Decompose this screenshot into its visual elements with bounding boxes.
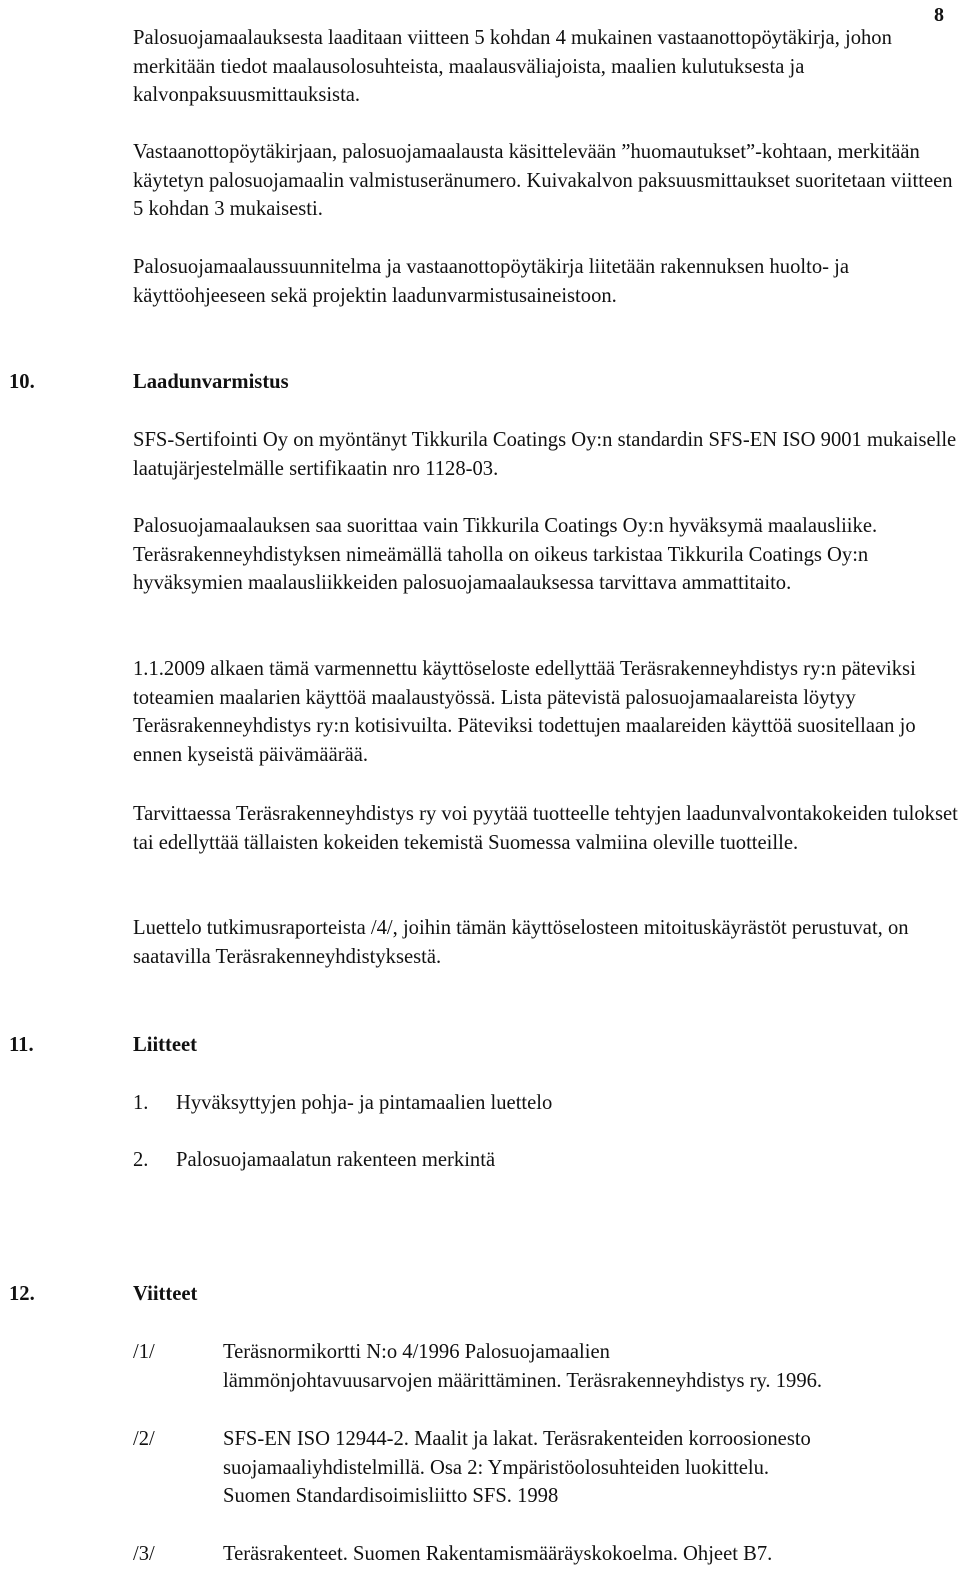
section-title: Laadunvarmistus	[133, 371, 289, 393]
reference-line: Suomen Standardisoimisliitto SFS. 1998	[223, 1485, 559, 1508]
appendix-item-text: Hyväksyttyjen pohja- ja pintamaalien luettelo	[176, 1092, 553, 1114]
appendix-item-number: 2.	[133, 1149, 149, 1171]
reference-id: /2/	[133, 1428, 155, 1450]
appendix-item	[133, 1089, 552, 1118]
paragraph-approved-contractor: Palosuojamaalauksen saa suorittaa vain Tikkurila Coatings Oy:n hyväksymä maalausliike. Teräsrakenneyhdistyksen nimeämällä taholla on oikeus tarkistaa Tikkurila Coatings Oy:n hyväksymien maalausliikkeiden palosuojamaalauksessa tarvittava ammattitaito.	[133, 515, 878, 595]
paragraph-attachment-docs: Palosuojamaalaussuunnitelma ja vastaanottopöytäkirja liitetään rakennuksen huolto- ja käyttöohjeeseen sekä projektin laadunvarmistusaineistoon.	[133, 256, 850, 307]
reference-id: /1/	[133, 1341, 155, 1363]
appendix-item-text: Palosuojamaalatun rakenteen merkintä	[176, 1149, 496, 1171]
reference-line: lämmönjohtavuusarvojen määrittäminen. Teräsrakenneyhdistys ry. 1996.	[223, 1369, 823, 1392]
section-title: Liitteet	[133, 1034, 198, 1056]
paragraph-certification: SFS-Sertifointi Oy on myöntänyt Tikkurila Coatings Oy:n standardin SFS-EN ISO 9001 mukaiselle laatujärjestelmälle sertifikaatin nro 1128-03.	[133, 429, 957, 480]
section-number: 11.	[9, 1034, 34, 1056]
reference-id: /3/	[133, 1543, 155, 1565]
paragraph-research-reports: Luettelo tutkimusraporteista /4/, joihin tämän käyttöselosteen mitoituskäyrästöt perustuvat, on saatavilla Teräsrakenneyhdistyksestä.	[133, 917, 909, 968]
appendix-item-number: 1.	[133, 1092, 149, 1114]
paragraph-inspection-record: Palosuojamaalauksesta laaditaan viitteen 5 kohdan 4 mukainen vastaanottopöytäkirja, johon merkitään tiedot maalausolosuhteista, maalausväliajoista, maalien kulutuksesta ja kalvonpaksuusmittauksista.	[133, 27, 892, 107]
section-title: Viitteet	[133, 1283, 198, 1305]
reference-line: Teräsrakenteet. Suomen Rakentamismääräyskokoelma. Ohjeet B7.	[223, 1543, 773, 1565]
paragraph-remarks-section: Vastaanottopöytäkirjaan, palosuojamaalausta käsittelevään ”huomautukset”-kohtaan, merkitään käytetyn palosuojamaalin valmistuseränumero. Kuivakalvon paksuusmittaukset suoritetaan viitteen 5 kohdan 3 mukaisesti.	[133, 141, 953, 221]
paragraph-quality-control-tests: Tarvittaessa Teräsrakenneyhdistys ry voi pyytää tuotteelle tehtyjen laadunvalvontakokeiden tulokset tai edellyttää tällaisten kokeiden tekemistä Suomessa valmiina oleville tuotteille.	[133, 803, 958, 854]
reference-line: suojamaaliyhdistelmillä. Osa 2: Ympäristöolosuhteiden luokittelu.	[223, 1456, 770, 1479]
appendix-item	[133, 1146, 495, 1175]
reference-line: SFS-EN ISO 12944-2. Maalit ja lakat. Teräsrakenteiden korroosionesto	[223, 1428, 811, 1450]
page-number: 8	[934, 4, 944, 26]
reference-line: Teräsnormikortti N:o 4/1996 Palosuojamaalien	[223, 1341, 610, 1363]
paragraph-qualified-painters: 1.1.2009 alkaen tämä varmennettu käyttöseloste edellyttää Teräsrakenneyhdistys ry:n päteviksi toteamien maalarien käyttöä maalaustyössä. Lista pätevistä palosuojamaalareista löytyy Teräsrakenneyhdistys ry:n kotisivuilta. Päteviksi todettujen maalareiden käyttöä suositellaan jo ennen kyseistä päivämäärää.	[133, 658, 916, 766]
section-number: 12.	[9, 1283, 35, 1305]
section-number: 10.	[9, 371, 35, 393]
